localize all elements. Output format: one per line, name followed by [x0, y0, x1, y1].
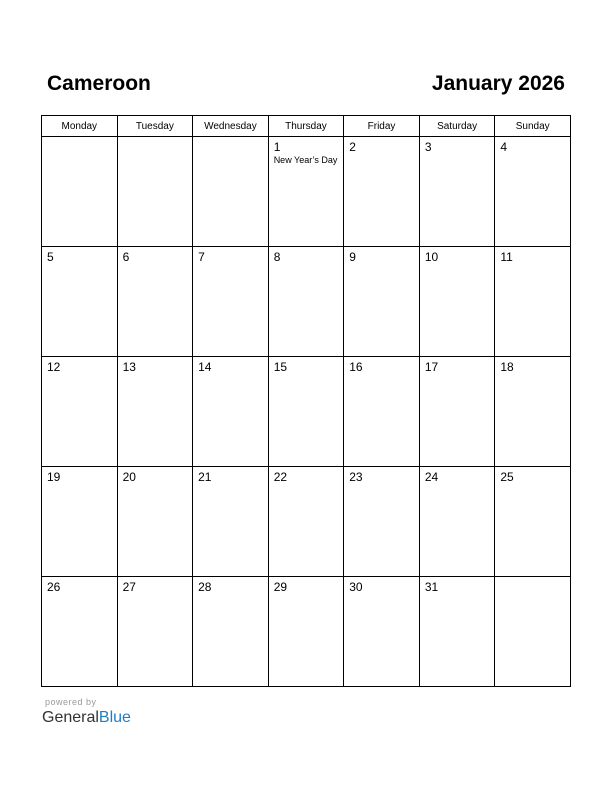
month-year-title: January 2026 [431, 72, 565, 95]
day-number: 30 [349, 580, 363, 594]
holiday-label: New Year’s Day [273, 155, 338, 165]
weekday-sunday: Sunday [495, 116, 571, 137]
day-number: 24 [424, 470, 439, 484]
day-number: 22 [273, 470, 288, 484]
day-number: 7 [198, 250, 205, 264]
day-cell [268, 577, 344, 687]
weekday-friday: Friday [344, 116, 420, 137]
calendar-grid [41, 115, 571, 687]
day-number: 16 [349, 360, 363, 374]
day-number: 6 [122, 250, 130, 264]
day-number: 13 [122, 360, 136, 374]
day-number: 11 [500, 250, 513, 264]
day-number: 8 [273, 250, 281, 264]
day-cell [268, 137, 344, 247]
day-cell [495, 247, 571, 357]
day-number: 17 [424, 360, 439, 374]
week-row [42, 247, 571, 357]
day-number: 29 [273, 580, 288, 594]
weekday-tuesday: Tuesday [117, 116, 193, 137]
day-cell [268, 467, 344, 577]
weekday-wednesday: Wednesday [193, 116, 269, 137]
weekday-thursday: Thursday [268, 116, 344, 137]
day-cell [117, 357, 193, 467]
day-cell [495, 577, 571, 687]
day-number: 9 [349, 250, 356, 264]
day-cell [344, 577, 420, 687]
day-cell [419, 577, 495, 687]
day-cell [42, 357, 118, 467]
day-number: 18 [500, 360, 514, 374]
day-cell [419, 137, 495, 247]
day-cell [495, 137, 571, 247]
day-number: 26 [47, 580, 61, 594]
day-number: 12 [47, 360, 61, 374]
day-cell [117, 137, 193, 247]
day-cell [419, 247, 495, 357]
week-row [42, 577, 571, 687]
brand-blue-text: Blue [98, 709, 131, 726]
day-number: 31 [424, 580, 439, 594]
day-cell [268, 247, 344, 357]
day-cell [42, 577, 118, 687]
day-number: 19 [47, 470, 61, 484]
day-number: 25 [500, 470, 514, 484]
day-cell [193, 577, 269, 687]
week-row [42, 357, 571, 467]
day-cell [344, 247, 420, 357]
day-number [495, 577, 570, 580]
brand-general-text: General [42, 709, 99, 726]
day-cell [419, 357, 495, 467]
day-number: 28 [198, 580, 212, 594]
day-cell [344, 137, 420, 247]
day-cell [419, 467, 495, 577]
day-number [42, 137, 117, 140]
day-number: 14 [198, 360, 212, 374]
day-cell [495, 357, 571, 467]
week-row [42, 137, 571, 247]
day-cell [344, 357, 420, 467]
day-number: 21 [198, 470, 212, 484]
day-cell [42, 137, 118, 247]
weekday-saturday: Saturday [419, 116, 495, 137]
day-number: 23 [349, 470, 363, 484]
day-number: 2 [349, 140, 356, 154]
day-cell [193, 357, 269, 467]
day-cell [117, 577, 193, 687]
day-cell [193, 247, 269, 357]
day-number: 1 [273, 140, 281, 154]
day-number [118, 137, 193, 140]
day-number: 3 [424, 140, 432, 154]
day-number: 10 [424, 250, 439, 264]
day-number: 15 [273, 360, 288, 374]
day-cell [495, 467, 571, 577]
day-cell [42, 467, 118, 577]
day-number: 4 [500, 140, 508, 154]
country-title: Cameroon [47, 72, 151, 95]
day-cell [193, 137, 269, 247]
day-cell [268, 357, 344, 467]
day-cell [42, 247, 118, 357]
day-cell [117, 247, 193, 357]
day-number: 27 [122, 580, 136, 594]
day-cell [117, 467, 193, 577]
day-number: 20 [122, 470, 136, 484]
day-cell [344, 467, 420, 577]
brand-logo[interactable] [42, 708, 131, 728]
day-cell [193, 467, 269, 577]
weekday-header-row [42, 116, 571, 137]
week-row [42, 467, 571, 577]
day-number: 5 [47, 250, 54, 264]
weekday-monday: Monday [42, 116, 118, 137]
day-number [193, 137, 268, 140]
powered-by-label: powered by [45, 697, 97, 707]
